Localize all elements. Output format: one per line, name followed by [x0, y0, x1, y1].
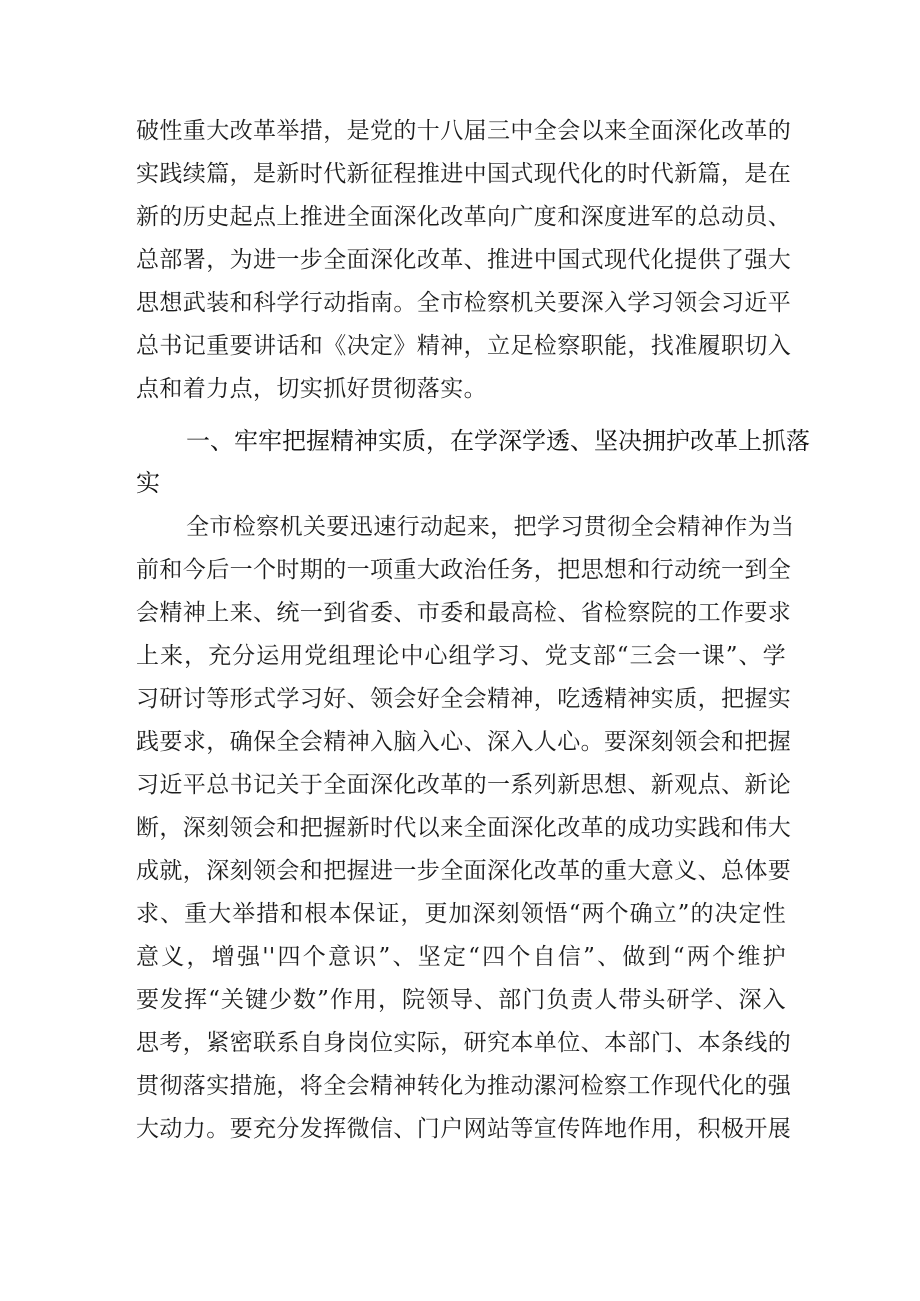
body-line-4: 上来，充分运用党组理论中心组学习、党支部“三会一课”、学: [136, 643, 786, 669]
intro-line-2: 实践续篇，是新时代新征程推进中国式现代化的时代新篇，是在: [136, 161, 792, 187]
intro-line-3: 新的历史起点上推进全面深化改革向广度和深度进军的总动员、: [136, 204, 792, 230]
section-heading-line-2: 实: [136, 469, 160, 497]
intro-line-7: 点和着力点，切实抓好贯彻落实。: [136, 376, 487, 402]
body-line-11: 意义，增强''四个意识”、坚定“四个自信”、做到“两个维护: [136, 944, 786, 970]
body-line-5: 习研讨等形式学习好、领会好全会精神，吃透精神实质，把握实: [136, 686, 792, 712]
body-line-15: 大动力。要充分发挥微信、门户网站等宣传阵地作用，积极开展: [136, 1116, 792, 1142]
body-line-10: 求、重大举措和根本保证，更加深刻领悟“两个确立”的决定性: [136, 901, 786, 927]
body-line-1: 全市检察机关要迅速行动起来，把学习贯彻全会精神作为当: [186, 514, 795, 540]
section-heading-line-1: 一、牢牢把握精神实质，在学深学透、坚决拥护改革上抓落: [186, 427, 810, 455]
body-line-3: 会精神上来、统一到省委、市委和最高检、省检察院的工作要求: [136, 600, 792, 626]
body-line-2: 前和今后一个时期的一项重大政治任务，把思想和行动统一到全: [136, 557, 792, 583]
body-line-9: 成就，深刻领会和把握进一步全面深化改革的重大意义、总体要: [136, 858, 792, 884]
body-line-13: 思考，紧密联系自身岗位实际，研究本单位、本部门、本条线的: [136, 1030, 792, 1056]
intro-line-5: 思想武装和科学行动指南。全市检察机关要深入学习领会习近平: [136, 290, 792, 316]
intro-line-1: 破性重大改革举措，是党的十八届三中全会以来全面深化改革的: [136, 118, 792, 144]
body-line-6: 践要求，确保全会精神入脑入心、深入人心。要深刻领会和把握: [136, 729, 792, 755]
body-line-7: 习近平总书记关于全面深化改革的一系列新思想、新观点、新论: [136, 772, 792, 798]
body-line-8: 断，深刻领会和把握新时代以来全面深化改革的成功实践和伟大: [136, 815, 792, 841]
body-line-12: 要发挥“关键少数”作用，院领导、部门负责人带头研学、深入: [136, 987, 786, 1013]
intro-line-6: 总书记重要讲话和《决定》精神，立足检察职能，找准履职切入: [136, 333, 792, 359]
body-line-14: 贯彻落实措施，将全会精神转化为推动漯河检察工作现代化的强: [136, 1073, 792, 1099]
intro-line-4: 总部署，为进一步全面深化改革、推进中国式现代化提供了强大: [136, 247, 792, 273]
